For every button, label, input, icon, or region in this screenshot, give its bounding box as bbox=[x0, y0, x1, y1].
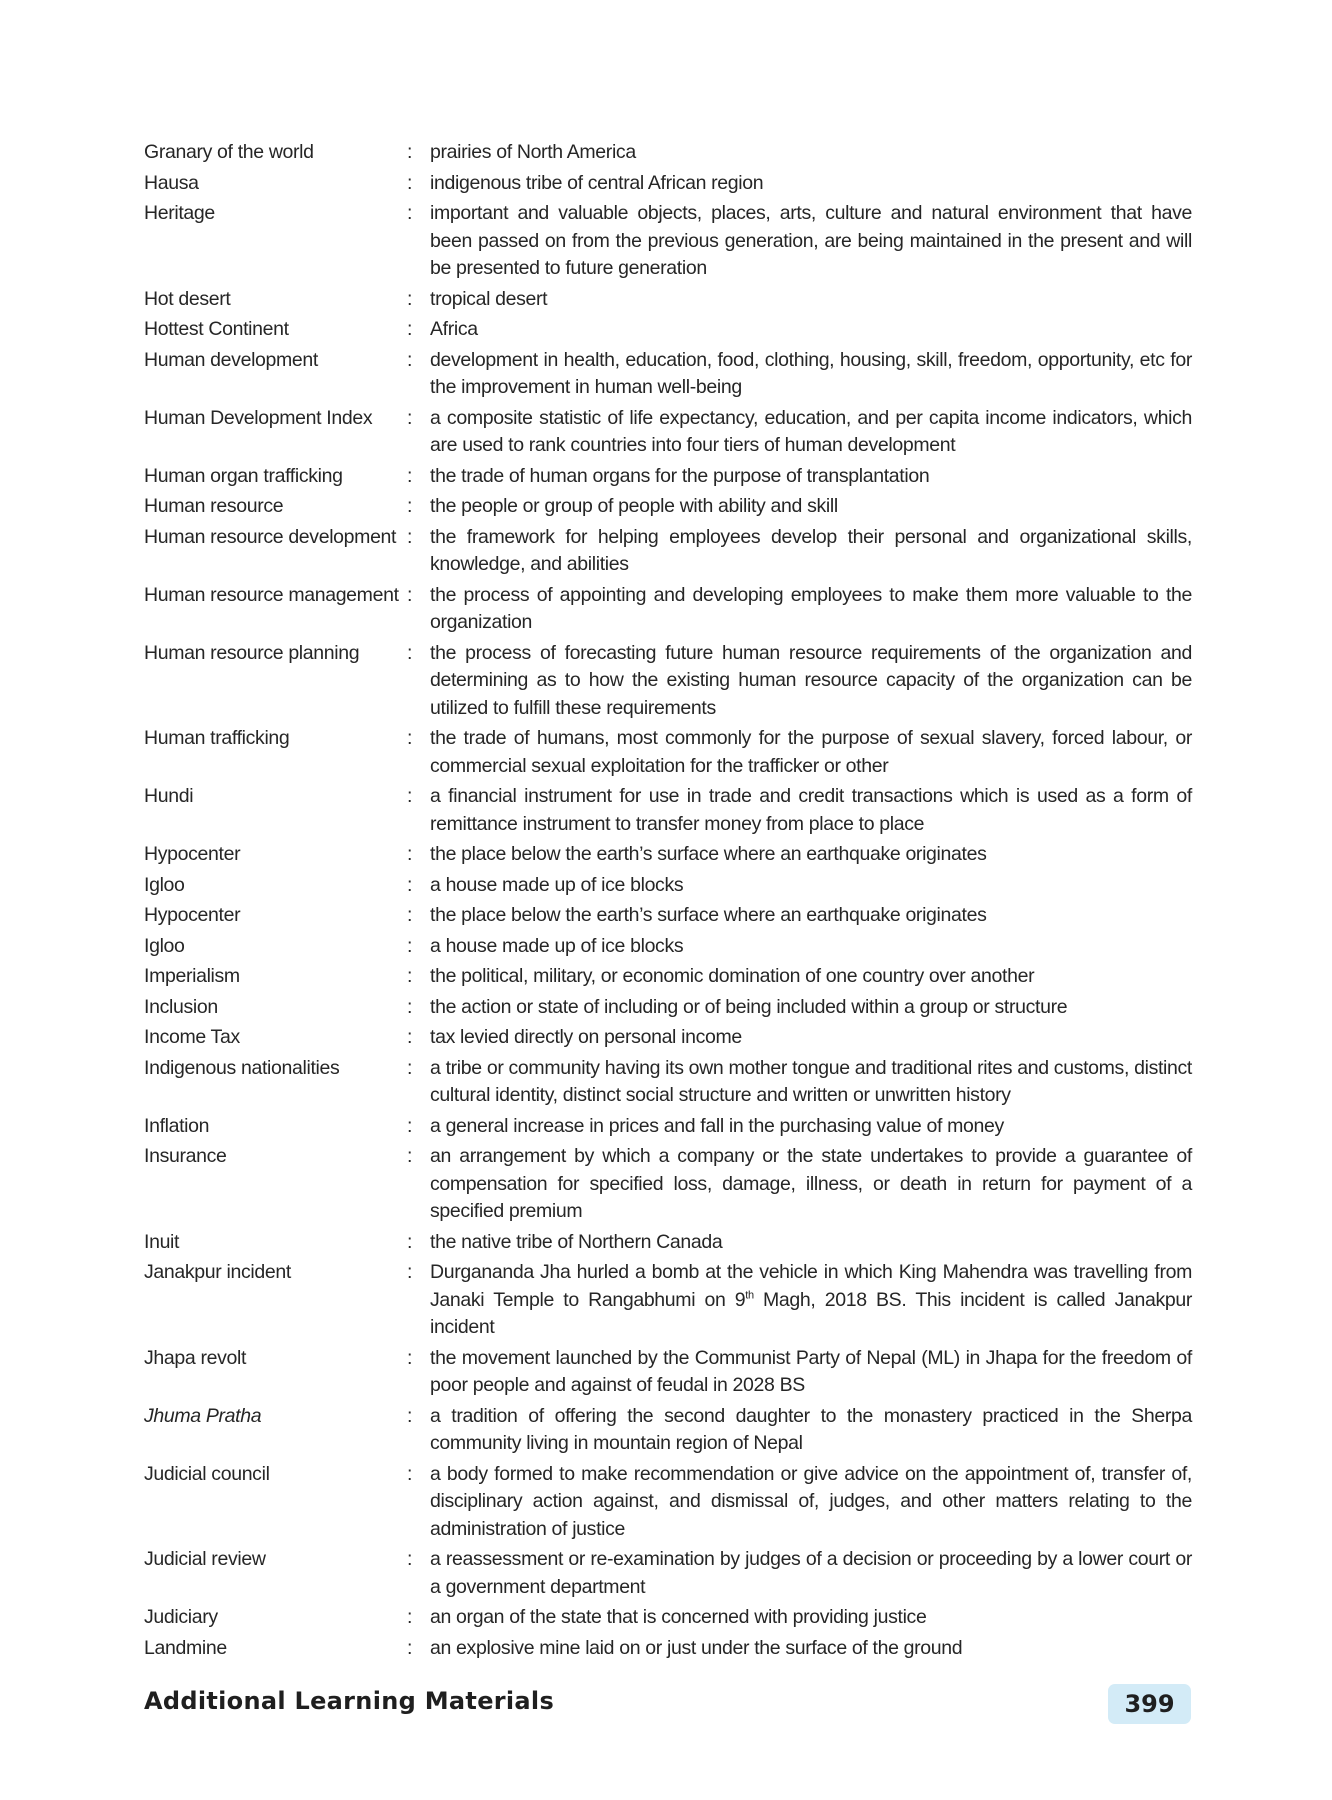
glossary-definition: a house made up of ice blocks bbox=[430, 934, 684, 957]
term-separator: : bbox=[407, 171, 413, 194]
term-separator: : bbox=[407, 641, 413, 664]
glossary-term: Inuit bbox=[144, 1230, 180, 1253]
term-separator: : bbox=[407, 965, 413, 987]
glossary-list bbox=[144, 139, 1192, 1665]
term-separator: : bbox=[407, 406, 413, 429]
glossary-entry bbox=[144, 286, 1192, 314]
term-separator: : bbox=[407, 495, 413, 517]
glossary-term: Hausa bbox=[144, 171, 199, 194]
glossary-definition: the place below the earth’s surface where an earthquake originates bbox=[430, 843, 987, 865]
glossary-term: Inclusion bbox=[144, 995, 218, 1018]
glossary-term: Jhapa revolt bbox=[144, 1346, 247, 1369]
glossary-definition: the movement launched by the Communist Party of Nepal (ML) in Jhapa for the freedom of poor people and against of feudal in 2028 BS bbox=[430, 1346, 1192, 1396]
glossary-definition: prairies of North America bbox=[430, 141, 636, 163]
glossary-definition: an organ of the state that is concerned with providing justice bbox=[430, 1606, 927, 1628]
term-separator: : bbox=[407, 464, 413, 487]
term-separator: : bbox=[407, 727, 413, 749]
glossary-definition: the place below the earth’s surface where an earthquake originates bbox=[430, 904, 987, 926]
glossary-definition: the framework for helping employees develop their personal and organizational skills, knowledge, and abilities bbox=[430, 525, 1192, 575]
glossary-definition: the process of forecasting future human resource requirements of the organization and determining as to how the existing human resource capacity of the organization can be utilized to fulfill these requirements bbox=[430, 641, 1192, 719]
glossary-term: Landmine bbox=[144, 1636, 227, 1659]
glossary-entry bbox=[144, 872, 1192, 900]
glossary-entry bbox=[144, 1403, 1192, 1458]
glossary-entry bbox=[144, 316, 1192, 344]
glossary-term: Granary of the world bbox=[144, 141, 314, 163]
glossary-definition: a financial instrument for use in trade and credit transactions which is used as a form of remittance instrument to transfer money from place to place bbox=[430, 785, 1192, 835]
glossary-term: Igloo bbox=[144, 873, 185, 896]
glossary-definition: a tradition of offering the second daughter to the monastery practiced in the Sherpa community living in mountain region of Nepal bbox=[430, 1404, 1192, 1454]
glossary-term: Human trafficking bbox=[144, 727, 290, 749]
glossary-definition: a body formed to make recommendation or give advice on the appointment of, transfer of, disciplinary action against, and dismissal of, judges, and other matters relating to the administration of justice bbox=[430, 1462, 1192, 1540]
glossary-term: Human Development Index bbox=[144, 406, 373, 429]
glossary-term: Human organ trafficking bbox=[144, 464, 343, 487]
glossary-definition: the process of appointing and developing employees to make them more valuable to the organization bbox=[430, 583, 1192, 633]
footer-title: Additional Learning Materials bbox=[144, 1687, 555, 1715]
glossary-entry bbox=[144, 139, 1192, 167]
glossary-entry bbox=[144, 493, 1192, 521]
glossary-term: Income Tax bbox=[144, 1026, 240, 1048]
glossary-definition: indigenous tribe of central African region bbox=[430, 171, 764, 194]
glossary-definition: a composite statistic of life expectancy, education, and per capita income indicators, which are used to rank countries into four tiers of human development bbox=[430, 406, 1192, 456]
term-separator: : bbox=[407, 287, 413, 310]
glossary-definition: the action or state of including or of being included within a group or structure bbox=[430, 995, 1068, 1018]
glossary-entry bbox=[144, 463, 1192, 491]
glossary-term: Insurance bbox=[144, 1145, 227, 1167]
term-separator: : bbox=[407, 141, 413, 163]
glossary-definition: a reassessment or re-examination by judges of a decision or proceeding by a lower court or a government department bbox=[430, 1548, 1192, 1598]
glossary-term: Judicial council bbox=[144, 1462, 270, 1485]
glossary-entry bbox=[144, 524, 1192, 579]
glossary-entry bbox=[144, 963, 1192, 991]
term-separator: : bbox=[407, 525, 413, 548]
glossary-entry bbox=[144, 1229, 1192, 1257]
term-separator: : bbox=[407, 348, 413, 371]
definition-text: Magh, 2018 BS. This incident is called Janakpur incident bbox=[430, 1288, 1193, 1338]
term-separator: : bbox=[407, 934, 413, 957]
glossary-definition: a general increase in prices and fall in the purchasing value of money bbox=[430, 1114, 1004, 1137]
glossary-definition: the people or group of people with ability and skill bbox=[430, 495, 838, 517]
glossary-definition: Africa bbox=[430, 318, 478, 340]
glossary-entry bbox=[144, 347, 1192, 402]
glossary-term: Human resource development bbox=[144, 525, 397, 548]
glossary-term: Jhuma Pratha bbox=[144, 1404, 262, 1427]
glossary-entry bbox=[144, 1024, 1192, 1052]
definition-text: Durgananda Jha hurled a bomb at the vehicle in which King Mahendra was travelling from Janaki Temple to Rangabhumi on 9 bbox=[430, 1261, 1192, 1311]
term-separator: : bbox=[407, 873, 413, 896]
glossary-term: Hottest Continent bbox=[144, 318, 289, 340]
glossary-definition: an arrangement by which a company or the state undertakes to provide a guarantee of compensation for specified loss, damage, illness, or death in return for payment of a specified premium bbox=[430, 1145, 1192, 1222]
glossary-entry bbox=[144, 1635, 1192, 1663]
term-separator: : bbox=[407, 1346, 413, 1369]
glossary-entry bbox=[144, 725, 1192, 780]
glossary-entry bbox=[144, 170, 1192, 198]
glossary-term: Human resource bbox=[144, 495, 284, 517]
term-separator: : bbox=[407, 1114, 413, 1137]
glossary-entry bbox=[144, 200, 1192, 283]
term-separator: : bbox=[407, 1636, 413, 1659]
term-separator: : bbox=[407, 1606, 413, 1628]
glossary-definition: important and valuable objects, places, arts, culture and natural environment that have been passed on from the previous generation, are being maintained in the present and will be presented to future generation bbox=[430, 202, 1192, 279]
glossary-entry bbox=[144, 1604, 1192, 1632]
glossary-definition bbox=[430, 1259, 1192, 1342]
glossary-entry bbox=[144, 933, 1192, 961]
term-separator: : bbox=[407, 1145, 413, 1167]
glossary-term: Judiciary bbox=[144, 1606, 218, 1628]
glossary-term: Human resource planning bbox=[144, 641, 360, 664]
glossary-entry bbox=[144, 1055, 1192, 1110]
glossary-term: Judicial review bbox=[144, 1548, 266, 1570]
glossary-entry bbox=[144, 1546, 1192, 1601]
glossary-entry bbox=[144, 783, 1192, 838]
glossary-definition: tax levied directly on personal income bbox=[430, 1026, 742, 1048]
glossary-term: Hundi bbox=[144, 785, 194, 807]
glossary-entry bbox=[144, 994, 1192, 1022]
term-separator: : bbox=[407, 785, 413, 807]
glossary-term: Indigenous nationalities bbox=[144, 1056, 340, 1079]
glossary-definition: the political, military, or economic domination of one country over another bbox=[430, 965, 1035, 987]
glossary-term: Human development bbox=[144, 348, 318, 371]
glossary-term: Human resource management bbox=[144, 583, 399, 606]
glossary-term: Imperialism bbox=[144, 965, 240, 987]
term-separator: : bbox=[407, 1462, 413, 1485]
term-separator: : bbox=[407, 995, 413, 1018]
glossary-definition: an explosive mine laid on or just under the surface of the ground bbox=[430, 1636, 963, 1659]
glossary-entry bbox=[144, 1461, 1192, 1544]
glossary-definition: a tribe or community having its own mother tongue and traditional rites and customs, distinct cultural identity, distinct social structure and written or unwritten history bbox=[430, 1056, 1192, 1106]
term-separator: : bbox=[407, 1404, 413, 1427]
term-separator: : bbox=[407, 318, 413, 340]
glossary-entry bbox=[144, 1345, 1192, 1400]
glossary-entry bbox=[144, 405, 1192, 460]
term-separator: : bbox=[407, 1230, 413, 1253]
glossary-entry bbox=[144, 1143, 1192, 1226]
glossary-term: Inflation bbox=[144, 1114, 210, 1137]
glossary-term: Heritage bbox=[144, 202, 215, 224]
glossary-definition: the trade of humans, most commonly for the purpose of sexual slavery, forced labour, or commercial sexual exploitation for the trafficker or other bbox=[430, 727, 1192, 777]
term-separator: : bbox=[407, 1548, 413, 1570]
glossary-definition: the trade of human organs for the purpose of transplantation bbox=[430, 464, 930, 487]
glossary-entry bbox=[144, 1113, 1192, 1141]
glossary-term: Igloo bbox=[144, 934, 185, 957]
glossary-definition: development in health, education, food, clothing, housing, skill, freedom, opportunity, etc for the improvement in human well-being bbox=[430, 348, 1192, 398]
glossary-entry bbox=[144, 1259, 1192, 1342]
page-number-badge: 399 bbox=[1108, 1684, 1191, 1724]
term-separator: : bbox=[407, 1056, 413, 1079]
term-separator: : bbox=[407, 904, 413, 926]
term-separator: : bbox=[407, 202, 413, 224]
glossary-definition: tropical desert bbox=[430, 287, 548, 310]
term-separator: : bbox=[407, 1026, 413, 1048]
glossary-entry bbox=[144, 841, 1192, 869]
term-separator: : bbox=[407, 1261, 413, 1283]
term-separator: : bbox=[407, 843, 413, 865]
glossary-entry bbox=[144, 902, 1192, 930]
term-separator: : bbox=[407, 583, 413, 606]
glossary-entry bbox=[144, 582, 1192, 637]
ordinal-suffix: th bbox=[745, 1289, 754, 1301]
glossary-term: Hot desert bbox=[144, 287, 231, 310]
glossary-term: Hypocenter bbox=[144, 843, 241, 865]
glossary-definition: a house made up of ice blocks bbox=[430, 873, 684, 896]
glossary-term: Janakpur incident bbox=[144, 1261, 291, 1283]
glossary-definition: the native tribe of Northern Canada bbox=[430, 1230, 723, 1253]
glossary-entry bbox=[144, 640, 1192, 723]
glossary-term: Hypocenter bbox=[144, 904, 241, 926]
